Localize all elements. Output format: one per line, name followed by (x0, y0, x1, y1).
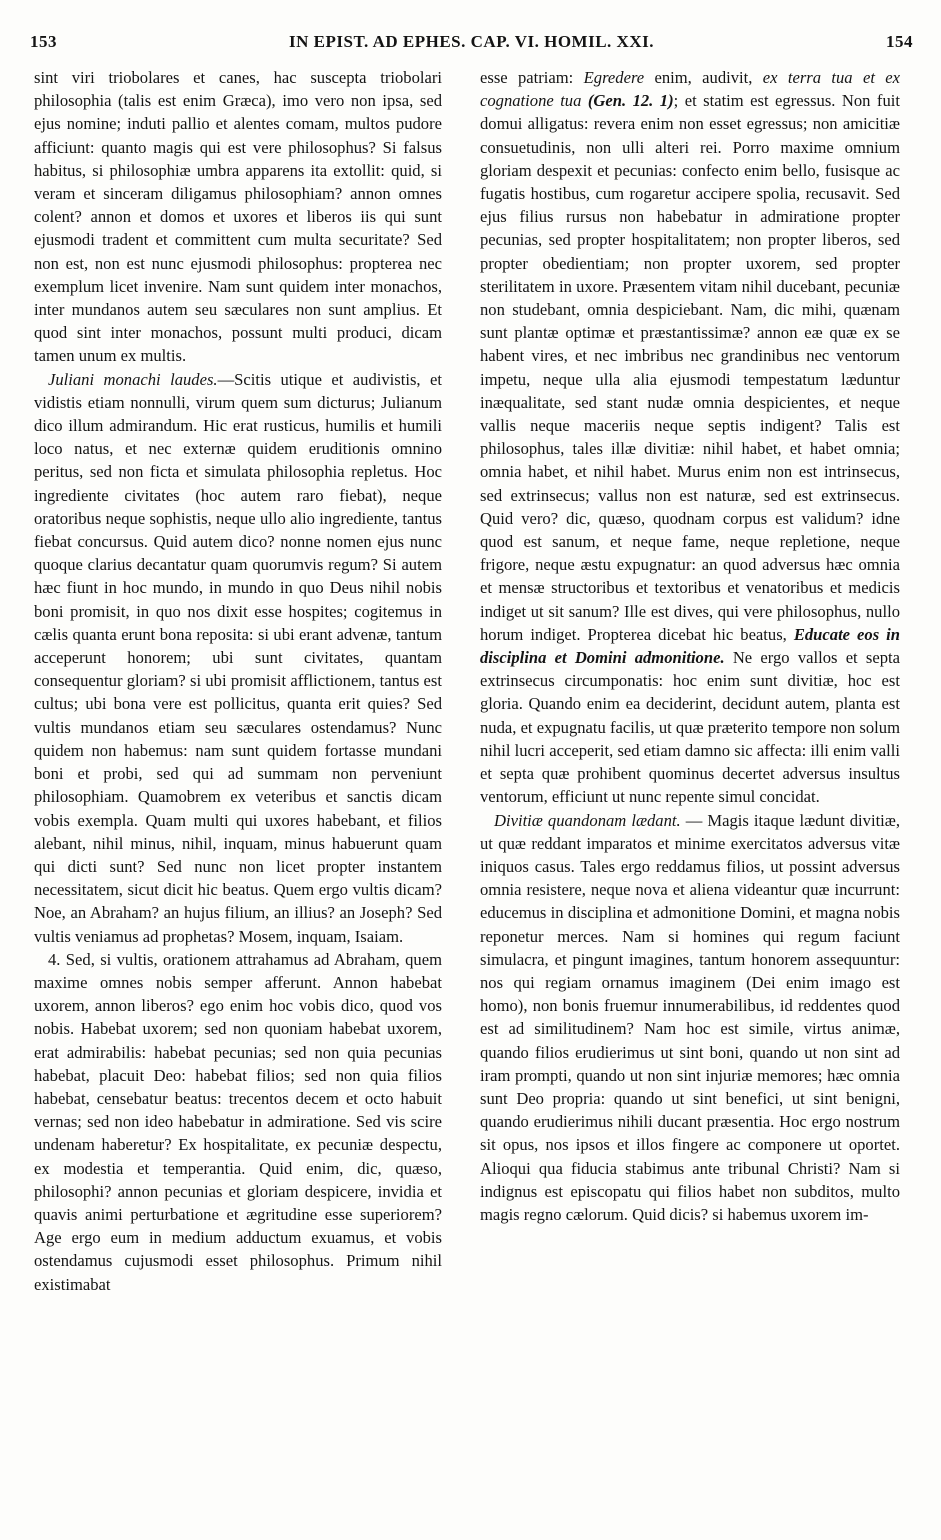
paragraph-text: — Magis itaque lædunt divitiæ, ut quæ reddant imparatos et minime exercitatos adversus vitæ iniquos casus. Tales ergo reddamus filios, ut possint adversus omnia resistere, neque nova et aliena videantur quæ incurrunt: educemus in disciplina et admonitione Domini, et magna nobis reponetur merces. Nam si homines qui regum faciunt simulacra, et pingunt imagines, tantum honorem assequuntur: nos qui regiam ornamus imaginem (Dei enim imago est homo), non bonis fruemur innumerabilibus, id reddentes quod est ad similitudinem? Nam hoc est simile, virtus animæ, quando filios erudierimus ut sint boni, quando ut non sint ad iram prompti, quando ut non sint injuriæ memores; hæc omnia sunt Deo propria: quando ut sint benefici, ut sint benigni, quando erudierimus nihili ducant præsentia. Hoc ergo nostrum sit opus, nos ipsos et illos fingere ac componere ut oportet. Alioqui qua fiducia stabimus ante tribunal Christi? Nam si indignus est episcopatu qui filios habet non subditos, multo magis regno cælorum. Quid dicis? si habemus uxorem im- (480, 810, 901, 1224)
scripture-quote: ex terra tua et ex cognatione tua (480, 68, 901, 111)
paragraph-text: ; et statim est egressus. Non fuit domui alligatus: revera enim non esset egressus; non amicitiæ consuetudinis, non ulli alteri rei. Porro maxime omnium gloriam despexit et pecunias: confecto enim bello, fusisque ac fugatis hostibus, cum rogaretur accipere spolia, recusavit. Sed ejus filius rursus non habebatur in admiratione propter pecunias, sed propter hospitalitatem; non propter liberos, sed propter obedientiam; non propter uxorem, sed propter sterilitatem in uxore. Præsentem vitam nihil ducebant, pecuniæ non studebant, omnia despiciebant. Nam, dic mihi, quænam sunt plantæ optimæ et præstantissimæ? annon eæ quæ ex se habent vires, et nec imbribus nec grandinibus nec ventorum impetu, neque ulla alia ejusmodi tempestatum læduntur inæqualitate, sed stant nudæ omnia despicientes, et neque vallis neque maceriis neque septis indigent? Talis est philosophus, tales illæ divitiæ: nihil habet, et habet omnia; omnia habet, et nihil habet. Murus enim non est intrinsecus, sed extrinsecus; vallus non est naturæ, sed est extrinsecus. Quid vero? dic, quæso, quodnam corpus est validum? idne quod est sanum, et neque fame, neque repletione, neque frigore, neque æstu expugnatur: an quod adversus hæc omnia et mensæ structoribus et textoribus et venatoribus et medicis indiget ut sit sanum? Ille est dives, qui vere philosophus, nullo horum indiget. Propterea dicebat hic beatus, (480, 91, 900, 644)
paragraph-text: enim, audivit, (644, 68, 763, 87)
paragraph (480, 809, 900, 1227)
paragraph-text: —Scitis utique et audivistis, et vidistis etiam nonnulli, virum quem sum dicturus; Julianum dico illum admirandum. Hic erat rusticus, humilis et humili loco natus, et nec externæ quidem eruditionis omnino peritus, sed non ficta et simulata philosophia repletus. Hoc ingrediente civitates (hoc autem raro fiebat), neque oratoribus neque sophistis, neque ullo alio ingrediente, tantus fiebat concursus. Quid autem dico? nonne nomen ejus nunc quoque clarius decantatur quam quorumvis regum? Si autem hæc fiunt in hoc mundo, in mundo in quo Deus nihil nobis boni promisit, in quo nos dixit esse hospites; cogitemus in cælis quanta erunt bona reposita: si ubi erant advenæ, tantum acceperunt honorem; ubi sunt civitates, quantam consequentur gloriam? si ubi promisit afflictionem, tantus est cultus; ubi bona vere est pollicitus, quanta erit quies? Sed vultis mundanos etiam seu sæculares ostendamus? Nunc quidem non habemus: nam sunt quidem fortasse mundani boni et probi, sed qui ad summam non perveniunt philosophiam. Quamobrem ex veteribus et sanctis dicam vobis exempla. Quam multi qui uxores habebant, et filios alebant, nihil minus, nihil, inquam, minus habuerunt quam qui dicti sunt? Sed nunc non licet propter instantem necessitatem, sicut dicit hic beatus. Quem ergo vultis dicam? Noe, an Abraham? an hujus filium, an illius? an Joseph? Sed vultis veniamus ad prophetas? Mosem, inquam, Isaiam. (34, 369, 442, 946)
page-number-left: 153 (30, 32, 57, 51)
paragraph: 4. Sed, si vultis, orationem attrahamus ad Abraham, quem maxime omnes nobis semper afferunt. Annon habebat uxorem, annon liberos? ego enim hoc vobis dico, quod vos nobis. Habebat uxorem; sed non quoniam habebat uxorem, erat admirabilis: habebat pecunias; sed non quia pecunias habebat, placuit Deo: habebat filios; sed non quia filios habebat, censebatur beatus: trecentos decem et octo habuit vernas; sed non ideo habebatur in admiratione. Sed vis scire undenam haberetur? Ex hospitalitate, ex pecuniæ despectu, ex modestia et temperantia. Quid enim, dic, quæso, philosophi? annon pecunias et gloriam despicere, invidia et quavis animi perturbatione et ægritudine esse superiorem? Age ergo eum in medium adductum exuamus, et vobis ostendamus cujusmodi esset philosophus. Primum nihil existimabat (34, 949, 442, 1294)
section-sidenote: Juliani monachi laudes. (48, 369, 218, 389)
scripture-citation: (Gen. 12. 1) (587, 91, 674, 111)
running-header (30, 32, 913, 56)
paragraph (34, 368, 442, 948)
section-sidenote: Divitiæ quandonam lædant. (494, 810, 681, 830)
paragraph-text: Ne ergo vallos et septa extrinsecus circumponatis: hoc enim sunt divitiæ, hoc est gloria. Quando enim ea deciderint, decidunt autem, planta est nuda, et expugnatu facilis, ut quæ præterito tempore non solum nihil lucri acceperit, sed etiam damno sic affecta: illi enim valli et septa quæ prohibent quominus decertet adversus insultus ventorum, efficiunt ut nunc repente simul concidat. (480, 648, 900, 807)
page-number-right: 154 (886, 32, 913, 51)
scripture-quote: Egredere (583, 68, 645, 87)
running-title: IN EPIST. AD EPHES. CAP. VI. HOMIL. XXI. (289, 32, 654, 51)
right-column (480, 66, 900, 1226)
left-column (34, 66, 442, 1296)
scripture-quote: Educate eos in disciplina et Domini admonitione. (480, 624, 900, 668)
paragraph: sint viri triobolares et canes, hac suscepta triobolari philosophia (talis est enim Græca), imo vero non ipsa, sed ejus nomine; induti pallio et alentes comam, multos pudore afficiunt: quanto magis qui est vere philosophus? Si falsus habitus, si philosophiæ umbra apparens ita extollit: quid, si veram et sinceram diligamus philosophiam? annon omnes colent? annon et domos et uxores et liberos iis qui sunt ejusmodi tradent et committent cum multa securitate? Sed non est, non est nunc ejusmodi philosophus: propterea nec exemplum licet invenire. Nam sunt quidem inter monachos, inter mundanos autem seu sæculares non sunt amplius. Et quod sint inter monachos, possunt multi produci, dicam tamen unum ex multis. (34, 68, 442, 366)
paragraph (480, 66, 900, 809)
paragraph-text: esse patriam: (480, 68, 584, 87)
